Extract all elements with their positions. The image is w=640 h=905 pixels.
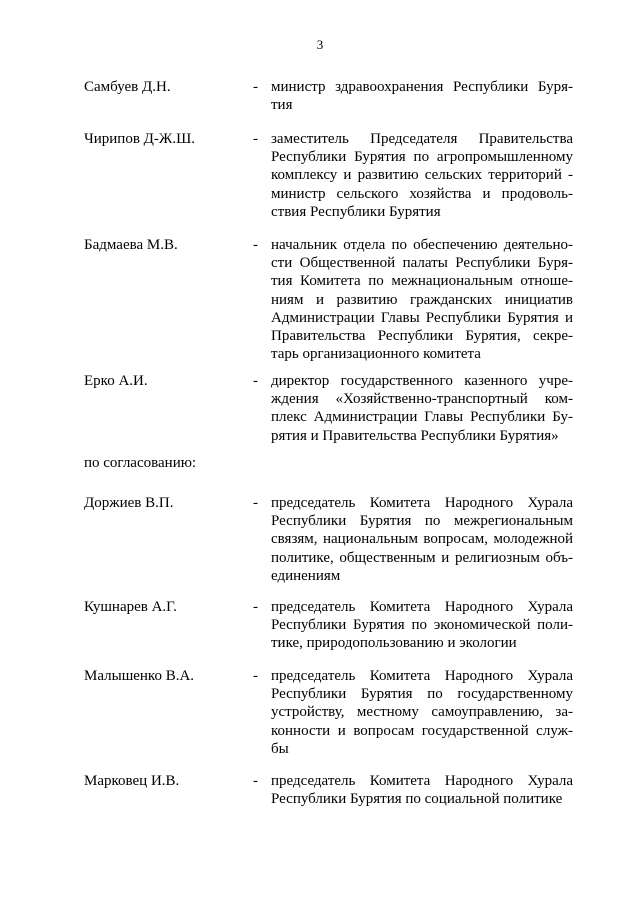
description-line: председатель Комитета Народного Хурала	[271, 773, 573, 789]
person-name: Ерко А.И.	[84, 373, 148, 389]
position-description	[271, 494, 573, 585]
dash-separator: -	[253, 237, 258, 253]
dash-separator: -	[253, 668, 258, 684]
person-name: Кушнарев А.Г.	[84, 599, 177, 615]
description-line: директор государственного казенного учре-	[271, 373, 573, 389]
description-line: комплексу и развитию сельских территорий -	[271, 167, 573, 184]
description-line: заместитель Председателя Правительства	[271, 131, 573, 147]
description-line: бы	[271, 740, 289, 757]
dash-separator: -	[253, 773, 258, 789]
section-label-approval: по согласованию:	[84, 455, 197, 471]
description-line: единениям	[271, 567, 341, 584]
dash-separator: -	[253, 373, 258, 389]
dash-separator: -	[253, 131, 258, 147]
position-description	[271, 772, 573, 808]
position-description	[271, 372, 573, 445]
description-line: ствия Республики Бурятия	[271, 203, 441, 220]
position-description	[271, 78, 573, 114]
dash-separator: -	[253, 79, 258, 95]
dash-separator: -	[253, 495, 258, 511]
description-line: конности и вопросам государственной служ-	[271, 722, 573, 739]
page-number: 3	[316, 37, 324, 52]
description-line: плекс Администрации Главы Республики Бу-	[271, 409, 573, 426]
description-line: связям, национальным вопросам, молодежной	[271, 531, 573, 548]
description-line: тарь организационного комитета	[271, 346, 481, 363]
description-line: министр сельского хозяйства и продоволь-	[271, 185, 573, 202]
description-line: председатель Комитета Народного Хурала	[271, 495, 573, 511]
position-description	[271, 130, 573, 221]
description-line: Администрации Главы Республики Бурятия и	[271, 309, 573, 326]
description-line: ждения «Хозяйственно-транспортный ком-	[271, 391, 573, 408]
person-name: Самбуев Д.Н.	[84, 79, 171, 95]
description-line: Республики Бурятия по межрегиональным	[271, 513, 573, 530]
description-line: Республики Бурятия по социальной политике	[271, 791, 563, 808]
description-line: начальник отдела по обеспечению деятельно-	[271, 237, 573, 253]
description-line: ниям и развитию гражданских инициатив	[271, 291, 573, 308]
person-name: Чирипов Д-Ж.Ш.	[84, 131, 195, 147]
person-name: Бадмаева М.В.	[84, 237, 178, 253]
description-line: рятия и Правительства Республики Бурятия»	[271, 427, 559, 444]
position-description	[271, 236, 573, 363]
description-line: тия Комитета по межнациональным отноше-	[271, 273, 573, 290]
person-name: Малышенко В.А.	[84, 668, 195, 684]
description-line: тике, природопользованию и экологии	[271, 635, 517, 652]
dash-separator: -	[253, 599, 258, 615]
person-name: Доржиев В.П.	[84, 495, 174, 511]
description-line: председатель Комитета Народного Хурала	[271, 668, 573, 684]
position-description	[271, 667, 573, 758]
description-line: сти Общественной палаты Республики Буря-	[271, 255, 573, 272]
description-line: Правительства Республики Бурятия, секре-	[271, 328, 573, 345]
description-line: Республики Бурятия по экономической поли-	[271, 617, 573, 634]
description-line: председатель Комитета Народного Хурала	[271, 599, 573, 615]
person-name: Марковец И.В.	[84, 773, 180, 789]
description-line: устройству, местному самоуправлению, за-	[271, 704, 573, 721]
description-line: министр здравоохранения Республики Буря-	[271, 79, 573, 95]
description-line: Республики Бурятия по государственному	[271, 686, 573, 703]
description-line: Республики Бурятия по агропромышленному	[271, 149, 573, 166]
position-description	[271, 598, 573, 653]
description-line: тия	[271, 97, 293, 114]
description-line: политике, общественным и религиозным объ-	[271, 549, 573, 566]
